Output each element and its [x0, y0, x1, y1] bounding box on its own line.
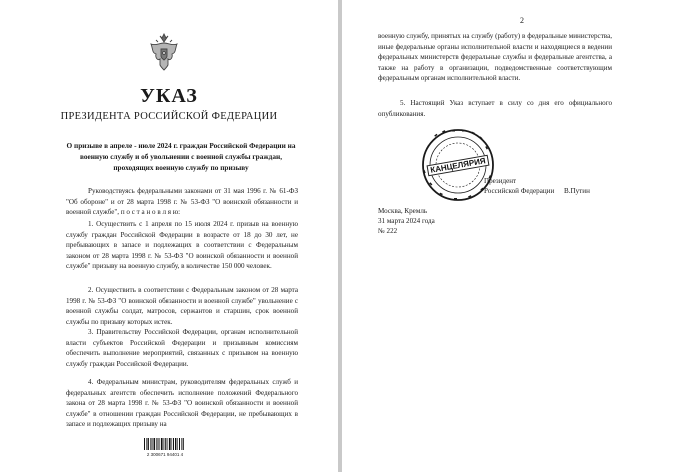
- barcode: [144, 438, 184, 450]
- signing-details: [378, 207, 435, 236]
- paragraph-4: 4. Федеральным министрам, руководителям федеральных служб и федеральных агентств обеспечить исполнение положений Федерального закона от 28 марта 1998 г. № 53-ФЗ "О воинской обязанности и военной службе" в отношении граждан Российской Федерации, не пребывающих в запасе и подлежащих призыву на: [66, 378, 298, 429]
- continuation-paragraph: военную службу, принятых на службу (работу) в федеральные министерства, иные федеральные органы исполнительной власти и находящиеся в ведении федеральных министерств федеральные службы и федеральные агентства, а также на работу в организации, подведомственные соответствующим федеральным органам исполнительной власти.: [378, 32, 612, 83]
- barcode-number: 2 300671 94401 4: [146, 452, 184, 457]
- decree-number: № 222: [378, 226, 398, 235]
- document-title: УКАЗ: [140, 85, 198, 107]
- coat-of-arms-emblem: [147, 32, 181, 72]
- decree-heading: О призыве в апреле - июле 2024 г. граждан Российской Федерации на военную службу и об увольнении с военной службы граждан, проходящих военную службу по призыву: [66, 141, 296, 172]
- signature-title-line1: Президент: [484, 177, 517, 185]
- document-page-1: [0, 0, 338, 472]
- paragraph-3: 3. Правительству Российской Федерации, органам исполнительной власти субъектов Российской Федерации и призывным комиссиям обеспечить выполнение мероприятий, связанных с призывом на военную службу граждан Российской Федерации.: [66, 328, 298, 368]
- paragraph-2: 2. Осуществить в соответствии с Федеральным законом от 28 марта 1998 г. № 53-ФЗ "О воинской обязанности и военной службе" увольнение с военной службы солдат, матросов, сержантов и старшин, срок военной службы по призыву которых истек.: [66, 286, 298, 326]
- signing-date: 31 марта 2024 года: [378, 216, 435, 225]
- signature-title-line2: Российской Федерации: [484, 187, 555, 195]
- paragraph-1: 1. Осуществить с 1 апреля по 15 июля 2024 г. призыв на военную службу граждан Российской Федерации в возрасте от 18 до 30 лет, не пребывающих в запасе и подлежащих в соответствии с Федеральным законом от 28 марта 1998 г. № 53-ФЗ "О воинской обязанности и военной службе" призыву на военную службу, в количестве 150 000 человек.: [66, 220, 298, 271]
- page-number: 2: [520, 16, 524, 25]
- intro-paragraph: Руководствуясь федеральными законами от 31 мая 1996 г. № 61-ФЗ "Об обороне" и от 28 марта 1998 г. № 53-ФЗ "О воинской обязанности и военной службе", п о с т а н о в л я ю:: [66, 187, 298, 217]
- paragraph-5: 5. Настоящий Указ вступает в силу со дня его официального опубликования.: [378, 99, 612, 118]
- signing-place: Москва, Кремль: [378, 207, 428, 215]
- signature-name: В.Путин: [564, 187, 590, 195]
- seal-label: КАНЦЕЛЯРИЯ: [427, 155, 490, 177]
- document-subtitle: ПРЕЗИДЕНТА РОССИЙСКОЙ ФЕДЕРАЦИИ: [60, 111, 278, 122]
